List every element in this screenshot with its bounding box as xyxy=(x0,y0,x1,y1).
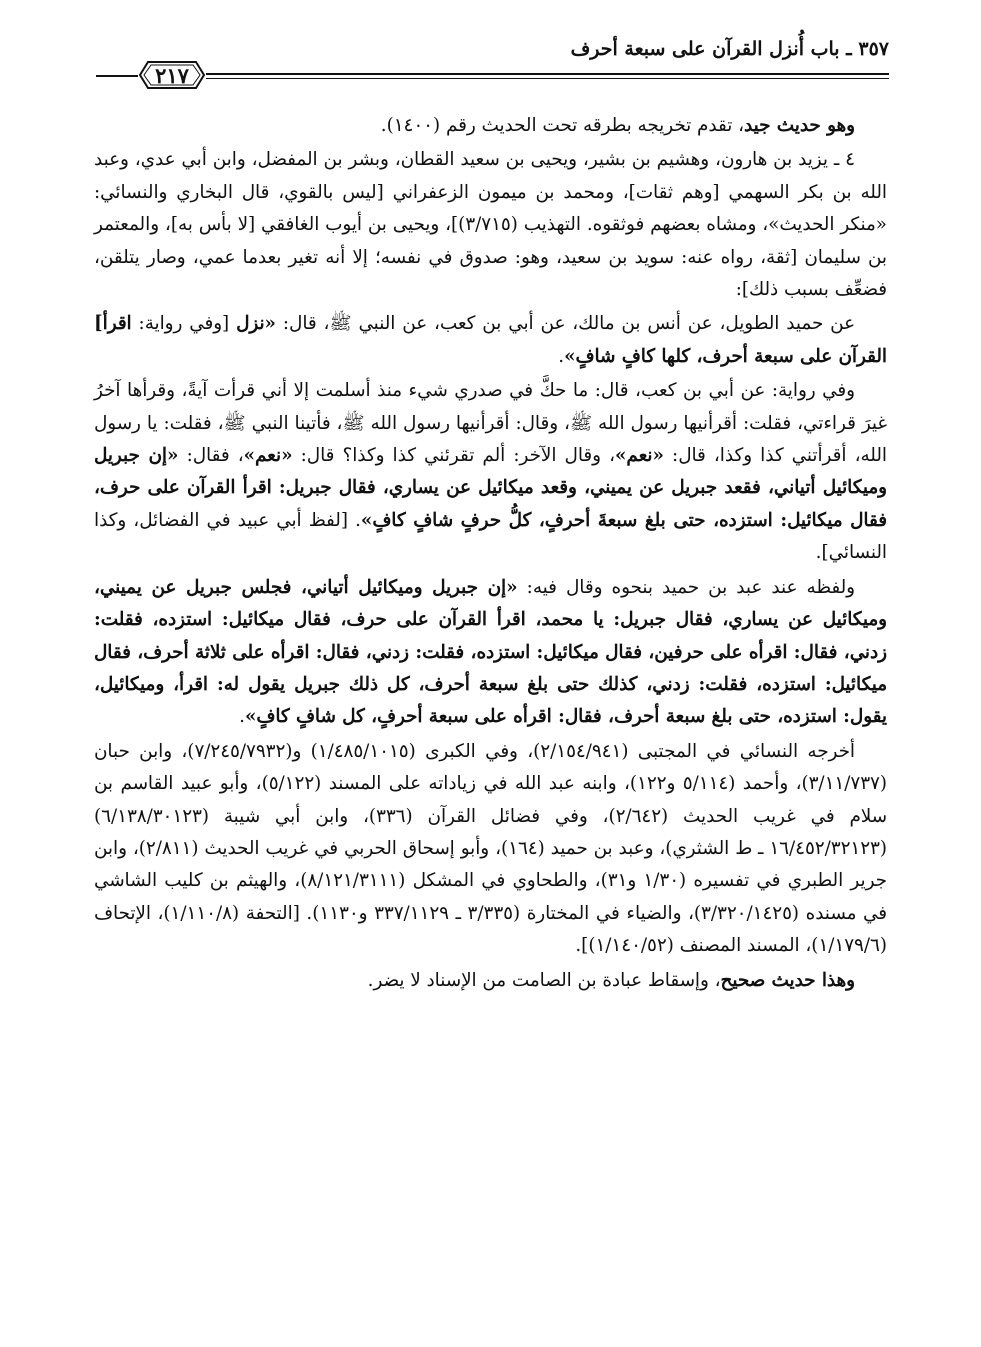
paragraph-2: ٤ ـ يزيد بن هارون، وهشيم بن بشير، ويحيى بن سعيد القطان، وبشر بن المفضل، وابن أبي عدي، وعبد الله بن بكر السهمي [وهم ثقات]، ومحمد بن ميمون الزعفراني [ليس بالقوي، قال البخاري والنسائي: «منكر الحديث»، ومشاه بعضهم فوثقوه. التهذيب (٣/٧١٥)]، ويحيى بن أيوب الغافقي [لا بأس به]، والمعتمر بن سليمان [ثقة، رواه عنه: سويد بن سعيد، وهو: صدوق في نفسه؛ إلا أنه تغير بعدما عمي، وصار يتلقن، فضعِّف بسبب ذلك]: xyxy=(94,149,887,301)
paragraph-4 xyxy=(94,375,887,569)
text-run: . xyxy=(239,706,245,728)
paragraph-6: أخرجه النسائي في المجتبى (٢/١٥٤/٩٤١)، وفي الكبرى (١/٤٨٥/١٠١٥) و(٧/٢٤٥/٧٩٣٢)، وابن حبان (٣/١١/٧٣٧)، وأحمد (٥/١١٤ و١٢٢)، وابنه عبد الله في زياداته على المسند (٥/١٢٢)، وأبو عبيد القاسم بن سلام في غريب الحديث (٢/٦٤٢)، وفي فضائل القرآن (٣٣٦)، وابن أبي شيبة (٦/١٣٨/٣٠١٢٣) (١٦/٤٥٢/٣٢١٢٣ ـ ط الشثري)، وعبد بن حميد (١٦٤)، وأبو إسحاق الحربي في غريب الحديث (٢/٨١١)، وابن جرير الطبري في تفسيره (١/٣٠ و٣١)، والطحاوي في المشكل (٨/١٢١/٣١١١)، والهيثم بن كليب الشاشي في مسنده (٣/٣٢٠/١٤٢٥)، والضياء في المختارة (٣/٣٣٥ ـ ٣٣٧/١١٢٩ و١١٣٠). [التحفة (١/١١٠/٨)، الإتحاف (١/١٧٩/٦)، المسند المصنف (١/١٤٠/٥٢)]. xyxy=(94,740,888,957)
running-title: ٣٥٧ ـ باب أُنزل القرآن على سبعة أحرف xyxy=(570,38,889,60)
page-number: ٢١٧ xyxy=(155,62,189,88)
hadith-text: «نزل xyxy=(236,313,276,335)
hadith-text: «إن جبريل وميكائيل أتياني، فجلس جبريل عن يميني، وميكائيل عن يساري، فقال جبريل: يا محمد، اقرأ القرآن على حرف، فقال ميكائيل: استزده، فقلت: زدني، فقال: اقرأه على حرفين، فقال ميكائيل: استزده، فقلت: زدني، فقال: اقرأه على ثلاثة أحرف، فقال ميكائيل: استزده، فقلت: زدني، كذلك حتى بلغ سبعة أحرف، كل ذلك جبريل يقول له: اقرأ، وميكائيل، يقول: استزده، حتى بلغ سبعة أحرف، فقال: اقرأه على سبعة أحرفٍ، كل شافٍ كافٍ» xyxy=(94,576,887,728)
text-run: ولفظه عند عبد بن حميد بنحوه وقال فيه: xyxy=(517,576,855,598)
verdict-lead: وهو حديث جيد xyxy=(744,115,855,136)
text-run: ، وقال الآخر: ألم تقرئني كذا وكذا؟ قال: xyxy=(292,445,615,467)
verdict-lead: وهذا حديث صحيح xyxy=(720,969,855,991)
page-content xyxy=(94,110,887,999)
page-number-frame xyxy=(138,58,206,92)
paragraph-3 xyxy=(94,308,887,373)
page-header xyxy=(96,30,889,90)
text-run: وفي رواية: عن أبي بن كعب، قال: ما حكَّ في صدري شيء منذ أسلمت إلا أني قرأت آيةً، وقرأها آخرُ غيرَ قراءتي، فقلت: أقرأنيها رسول الله ﷺ، وقال: أقرأنيها رسول الله ﷺ، فأتينا النبي ﷺ، فقلت: يا رسول الله، أقرأتني كذا وكذا، قال: xyxy=(94,380,887,467)
hadith-text: «إن جبريل وميكائيل أتياني، فقعد جبريل عن يميني، وقعد ميكائيل عن يساري، فقال جبريل: اقرأ القرآن على حرف، فقال ميكائيل: استزده، حتى بلغ سبعةَ أحرفٍ، كلُّ حرفٍ شافٍ كافٍ» xyxy=(94,445,887,531)
header-rule xyxy=(206,73,889,79)
text-run: عن حميد الطويل، عن أنس بن مالك، عن أبي بن كعب، عن النبي ﷺ، قال: xyxy=(275,313,855,335)
header-rule-left xyxy=(96,75,138,77)
hadith-text: اقرأ] القرآن على سبعة أحرف، كلها كافٍ شافٍ» xyxy=(94,313,887,367)
text-run: [وفي رواية: xyxy=(131,313,237,335)
paragraph-1 xyxy=(94,110,887,142)
paragraph-7 xyxy=(94,965,887,997)
hadith-text: «نعم» xyxy=(243,445,293,467)
text-run: ، فقال: xyxy=(178,445,244,467)
verdict-rest: ، وإسقاط عبادة بن الصامت من الإسناد لا يضر. xyxy=(367,969,721,991)
verdict-rest: ، تقدم تخريجه بطرقه تحت الحديث رقم (١٤٠٠). xyxy=(380,115,744,136)
text-run: . xyxy=(558,345,565,367)
hadith-text: «نعم» xyxy=(614,445,664,467)
text-run: . [لفظ أبي عبيد في الفضائل، وكذا النسائي]. xyxy=(94,509,887,564)
paragraph-5 xyxy=(94,572,887,734)
